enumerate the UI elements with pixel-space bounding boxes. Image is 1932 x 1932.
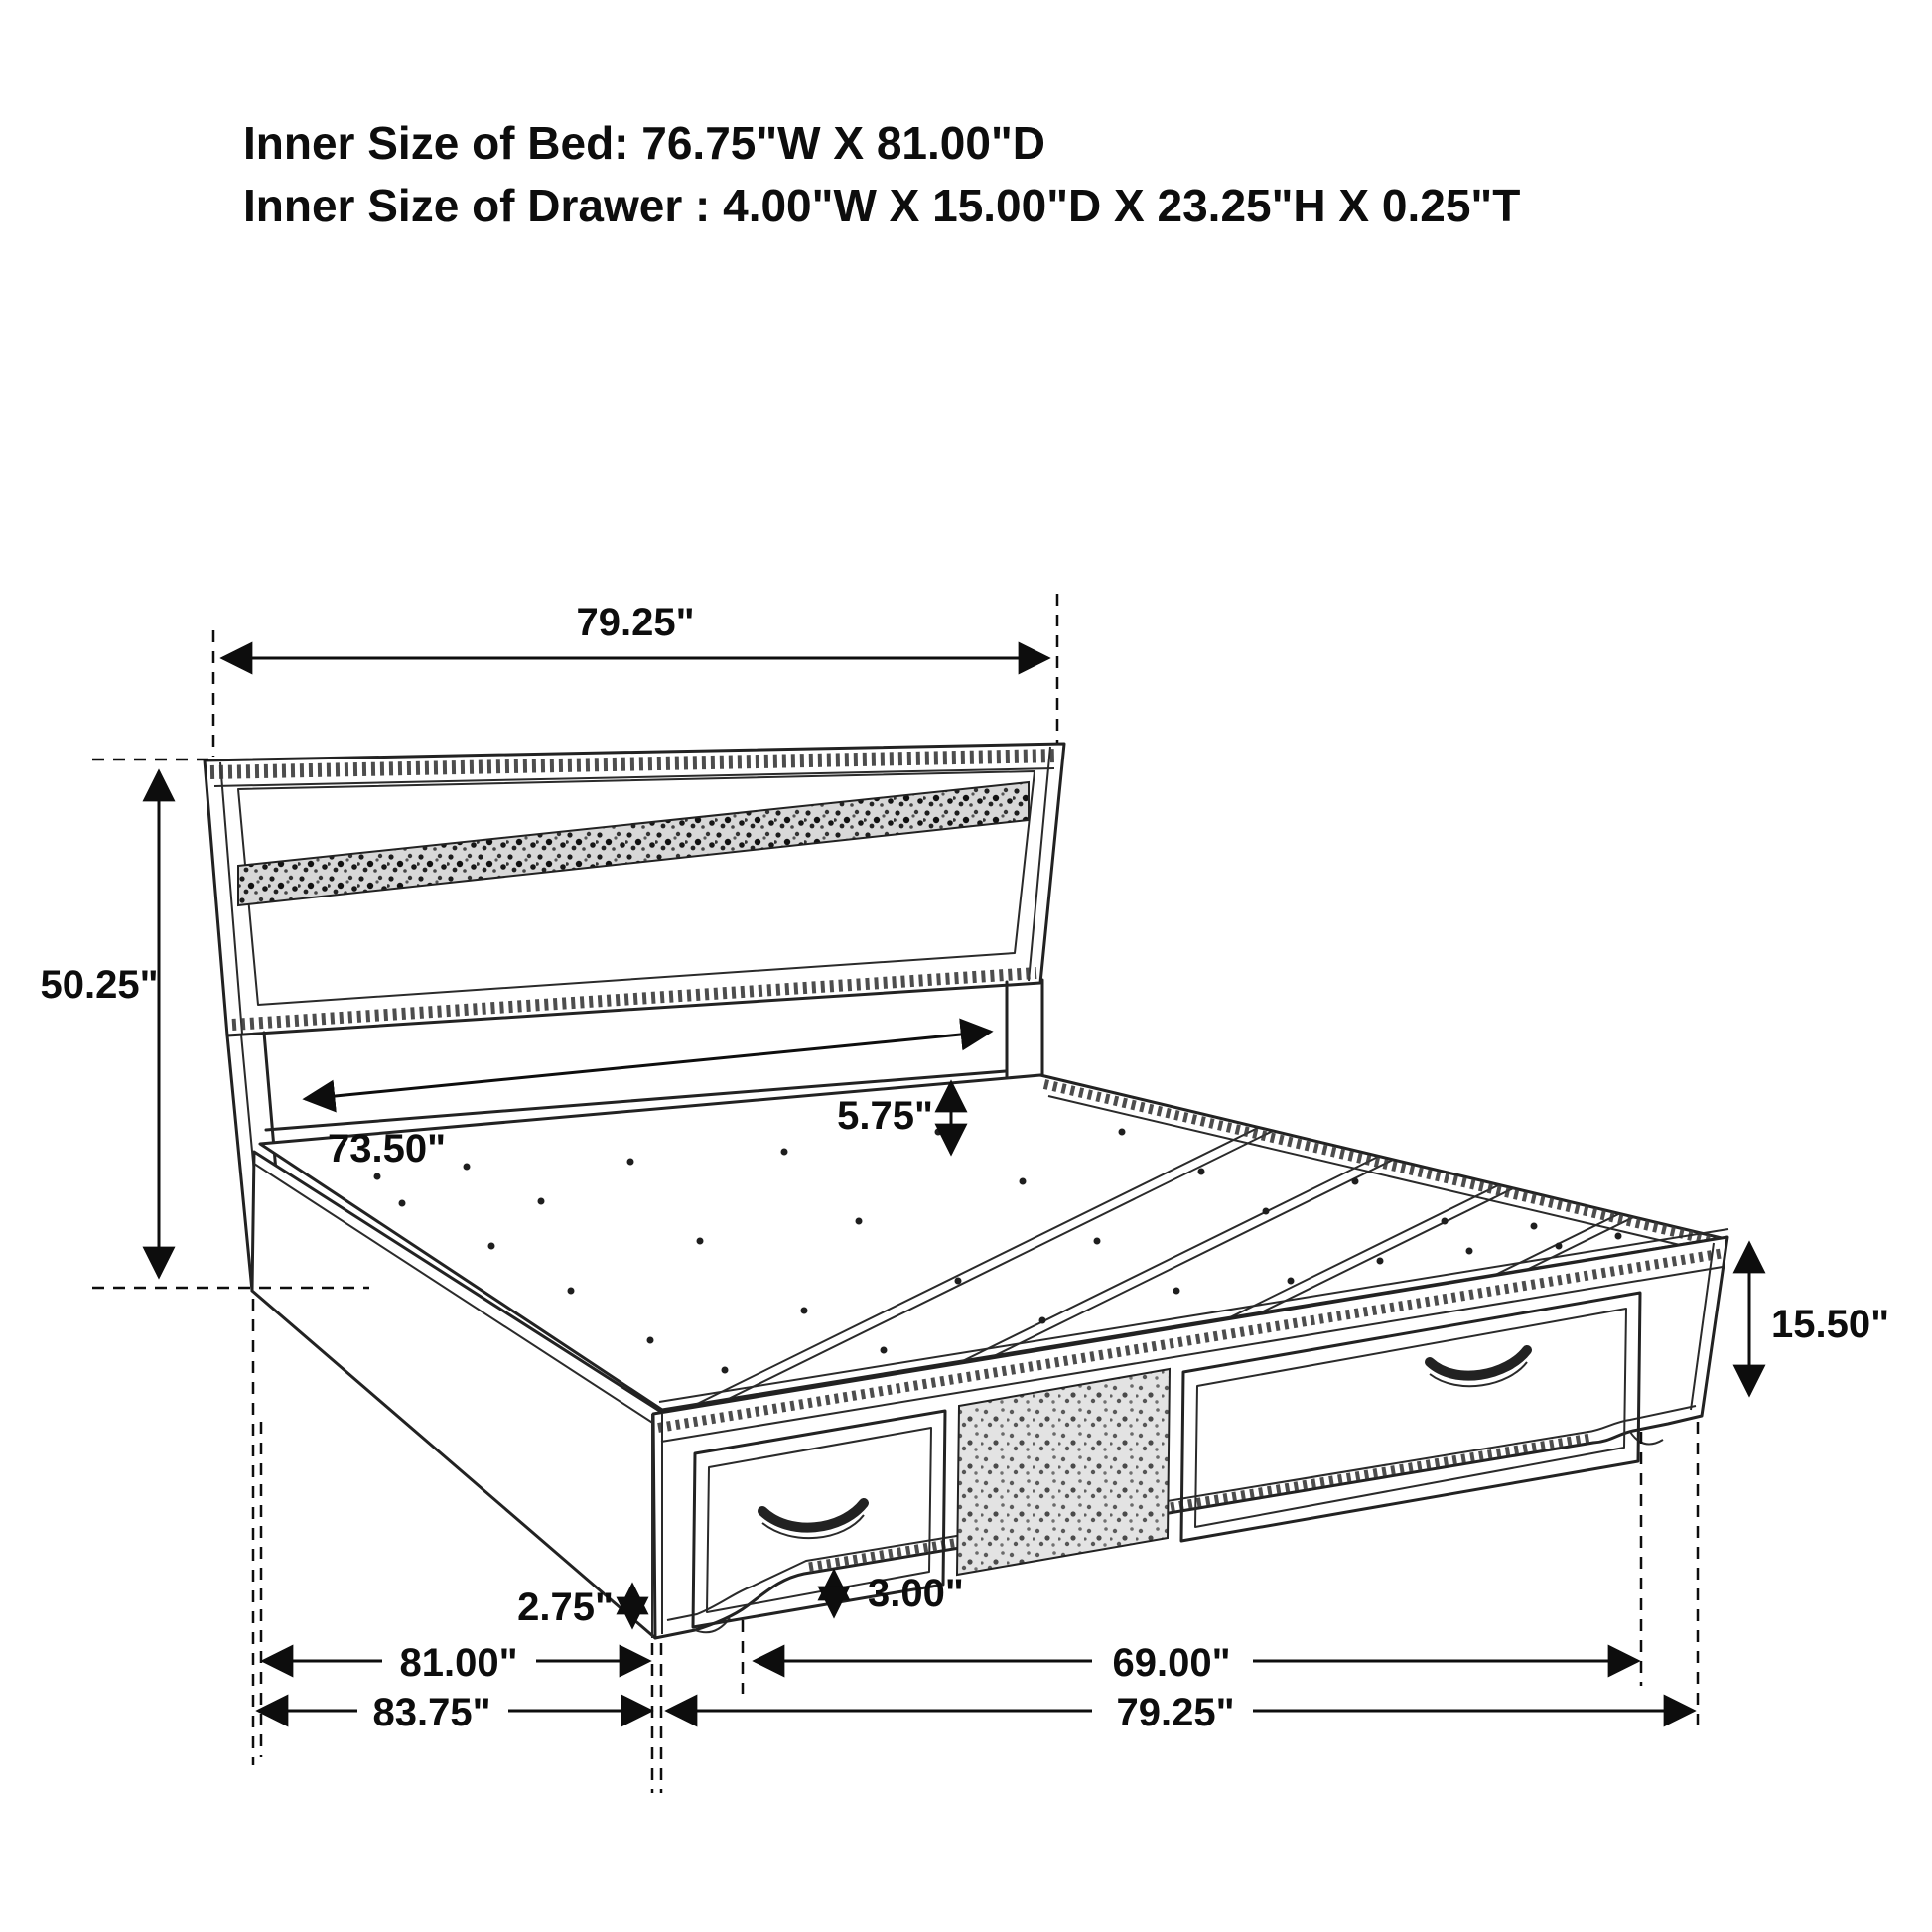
dim-footboard-width-label: 79.25"	[1116, 1691, 1235, 1734]
dim-overall-depth-label: 83.75"	[372, 1691, 491, 1734]
dim-headboard-width-label: 79.25"	[576, 601, 695, 644]
dim-rail-bottom-gap-label: 2.75"	[517, 1586, 614, 1629]
dim-overall-depth	[258, 1691, 651, 1734]
dim-headboard-height-label: 50.25"	[40, 963, 159, 1007]
dim-inner-depth-label: 81.00"	[399, 1641, 518, 1685]
dim-foot-clearance-label: 3.00"	[868, 1572, 964, 1615]
dim-foot-clearance	[834, 1571, 964, 1616]
dim-inner-depth	[263, 1641, 649, 1685]
headboard	[205, 744, 1064, 1035]
title-line-1: Inner Size of Bed: 76.75"W X 81.00"D	[243, 117, 1045, 169]
title-line-2: Inner Size of Drawer : 4.00"W X 15.00"D X 23.25"H X 0.25"T	[243, 180, 1521, 231]
dim-drawer-front-span-label: 69.00"	[1112, 1641, 1231, 1685]
dim-inner-width-label: 73.50"	[328, 1127, 447, 1171]
dim-footboard-height-label: 15.50"	[1771, 1303, 1890, 1346]
dim-drawer-front-span	[755, 1641, 1638, 1685]
dim-footboard-height	[1749, 1243, 1889, 1395]
bed-drawing	[40, 744, 1932, 1735]
dim-rail-height-label: 5.75"	[837, 1094, 933, 1138]
right-bracket-foot	[1630, 1432, 1663, 1445]
dim-headboard-width	[213, 594, 1057, 757]
footboard-sparkle-panel	[957, 1369, 1170, 1575]
dim-footboard-width	[667, 1691, 1694, 1734]
